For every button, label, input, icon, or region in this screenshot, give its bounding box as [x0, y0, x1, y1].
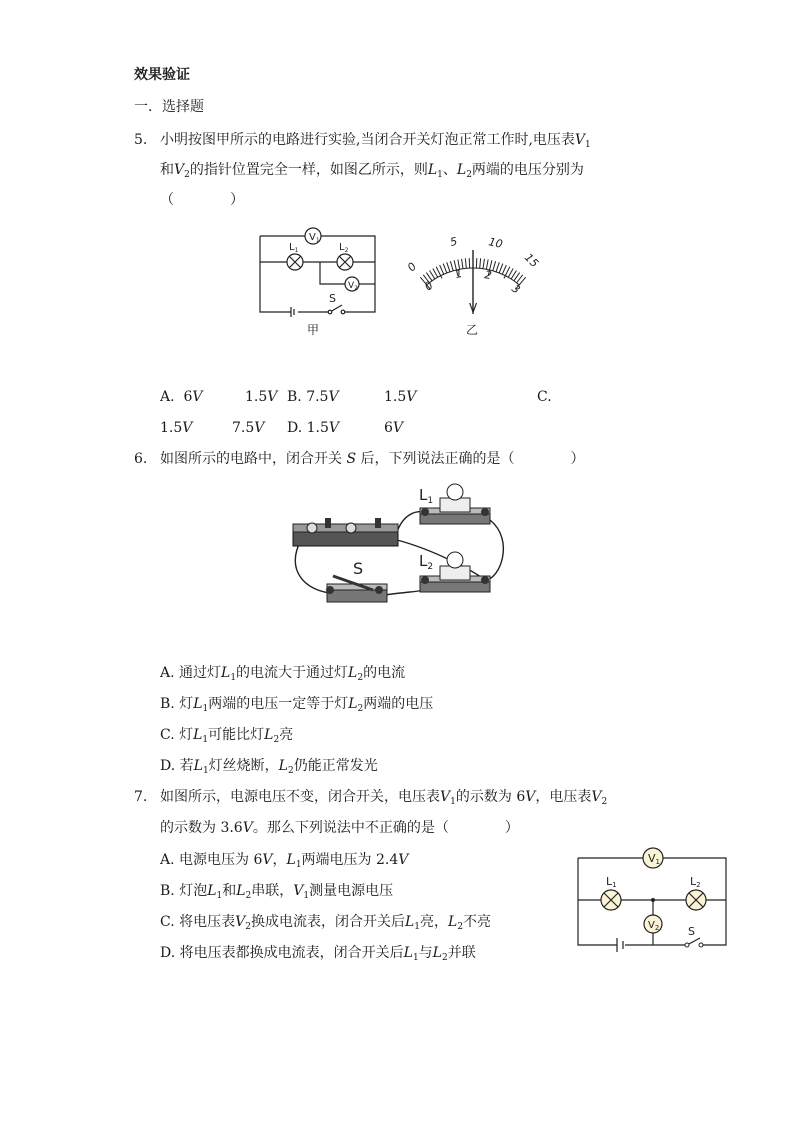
- dial-tick-mark: [447, 262, 450, 271]
- q7-circuit-diagram: [576, 850, 728, 950]
- dial-tick-mark: [502, 265, 506, 274]
- dial-tick-mark: [450, 261, 453, 271]
- q5-option-b-second: 1.5V: [384, 389, 417, 405]
- fig5-caption-yi: 乙: [466, 323, 479, 337]
- fig7-label-v1: V1: [648, 852, 660, 866]
- switch-board: [326, 576, 387, 602]
- q7-option-c[interactable]: C. 将电压表$V_2$换成电流表，闭合开关后$L_1$亮，$L_2$不亮: [160, 914, 492, 932]
- fig7-label-l2: L2: [690, 875, 701, 889]
- fig5-label-l2: $L_2$: [339, 242, 349, 254]
- q6-number: 6.: [134, 451, 148, 467]
- q5-option-a[interactable]: A. 6V: [160, 389, 203, 405]
- section-title: 效果验证: [134, 67, 190, 83]
- battery-box: [293, 518, 398, 546]
- dial-tick-mark: [433, 269, 438, 278]
- q5-option-c-second: 7.5V: [232, 420, 265, 436]
- q6-photo-label-l1: $L_1$: [419, 486, 434, 506]
- q7-stem-line1: 如图所示，电源电压不变，闭合开关，电压表$V_1$的示数为 6V，电压表$V_2$: [160, 789, 608, 807]
- dial-tick-outer-5: 5: [448, 234, 459, 249]
- q5-number: 5.: [134, 132, 148, 148]
- q5-option-d-second: 6V: [384, 420, 404, 436]
- dial-tick-mark: [465, 258, 466, 268]
- q5-option-d[interactable]: D. 1.5V: [287, 420, 340, 436]
- fig7-label-switch: S: [688, 925, 695, 938]
- dial-tick-mark: [493, 261, 496, 271]
- dial-tick-mark: [440, 265, 444, 274]
- q6-photo-label-switch: S: [353, 559, 364, 578]
- q5-stem-line2: 和$V_2$的指针位置完全一样，如图乙所示，则$L_1$、$L_2$两端的电压分别为: [160, 162, 584, 180]
- q7-number: 7.: [134, 789, 148, 805]
- q6-option-a[interactable]: A. 通过灯$L_1$的电流大于通过灯$L_2$的电流: [160, 665, 406, 683]
- dial-tick-mark: [499, 264, 503, 273]
- q6-option-b[interactable]: B. 灯$L_1$两端的电压一定等于灯$L_2$两端的电压: [160, 696, 434, 714]
- q5-voltmeter-dial: [398, 230, 548, 340]
- fig5-caption-jia: 甲: [307, 323, 320, 337]
- q5-option-b[interactable]: B. 7.5V: [287, 389, 339, 405]
- dial-tick-outer-0: 0: [404, 259, 420, 275]
- fig7-label-l1: L1: [606, 875, 617, 889]
- dial-tick-mark: [496, 262, 499, 271]
- fig5-label-switch: S: [329, 292, 336, 305]
- lamp2-holder: [420, 552, 490, 592]
- q6-option-d[interactable]: D. 若$L_1$灯丝烧断，$L_2$仍能正常发光: [160, 758, 378, 776]
- q5-answer-blank: （ ）: [160, 192, 244, 208]
- q6-stem: 如图所示的电路中，闭合开关 S 后，下列说法正确的是（ ）: [160, 451, 585, 467]
- q6-option-c[interactable]: C. 灯$L_1$可能比灯$L_2$亮: [160, 727, 294, 745]
- q5-option-c[interactable]: C.: [537, 389, 552, 405]
- dial-tick-inner-0: 0: [422, 278, 436, 294]
- part-heading: 一．选择题: [134, 99, 204, 115]
- fig7-label-v2: $V_2$: [648, 920, 660, 932]
- q5-option-a-second: 1.5V: [245, 389, 278, 405]
- dial-tick-inner-1: 1: [454, 266, 464, 281]
- fig5-label-v2: $V_2$: [348, 281, 358, 292]
- fig5-label-l1: $L_1$: [289, 242, 299, 254]
- dial-tick-outer-10: 10: [487, 235, 504, 251]
- fig5-label-v1: $V_1$: [309, 232, 320, 244]
- q6-circuit-photo: [285, 480, 515, 620]
- q7-option-d[interactable]: D. 将电压表都换成电流表，闭合开关后$L_1$与$L_2$并联: [160, 945, 476, 963]
- dial-tick-mark: [462, 259, 463, 269]
- q7-option-b[interactable]: B. 灯泡$L_1$和$L_2$串联，$V_1$测量电源电压: [160, 883, 394, 901]
- q7-option-a[interactable]: A. 电源电压为 6V，$L_1$两端电压为 2.4V: [160, 852, 409, 870]
- dial-unit: V: [469, 301, 478, 315]
- dial-tick-mark: [443, 264, 447, 273]
- dial-tick-inner-3: 3: [509, 281, 523, 297]
- dial-tick-mark: [480, 258, 481, 268]
- q6-photo-label-l2: $L_2$: [419, 552, 434, 572]
- q5-stem-line1: 小明按图甲所示的电路进行实验,当闭合开关灯泡正常工作时,电压表$V_1$: [160, 132, 591, 150]
- q5-option-c-values: 1.5V: [160, 420, 193, 436]
- dial-tick-inner-2: 2: [483, 268, 493, 283]
- dial-tick-mark: [483, 259, 484, 269]
- dial-tick-outer-15: 15: [521, 250, 541, 271]
- q5-circuit-diagram: [258, 228, 388, 338]
- q7-stem-line2: 的示数为 3.6V。那么下列说法中不正确的是（ ）: [160, 820, 519, 836]
- dial-tick-mark: [508, 269, 513, 278]
